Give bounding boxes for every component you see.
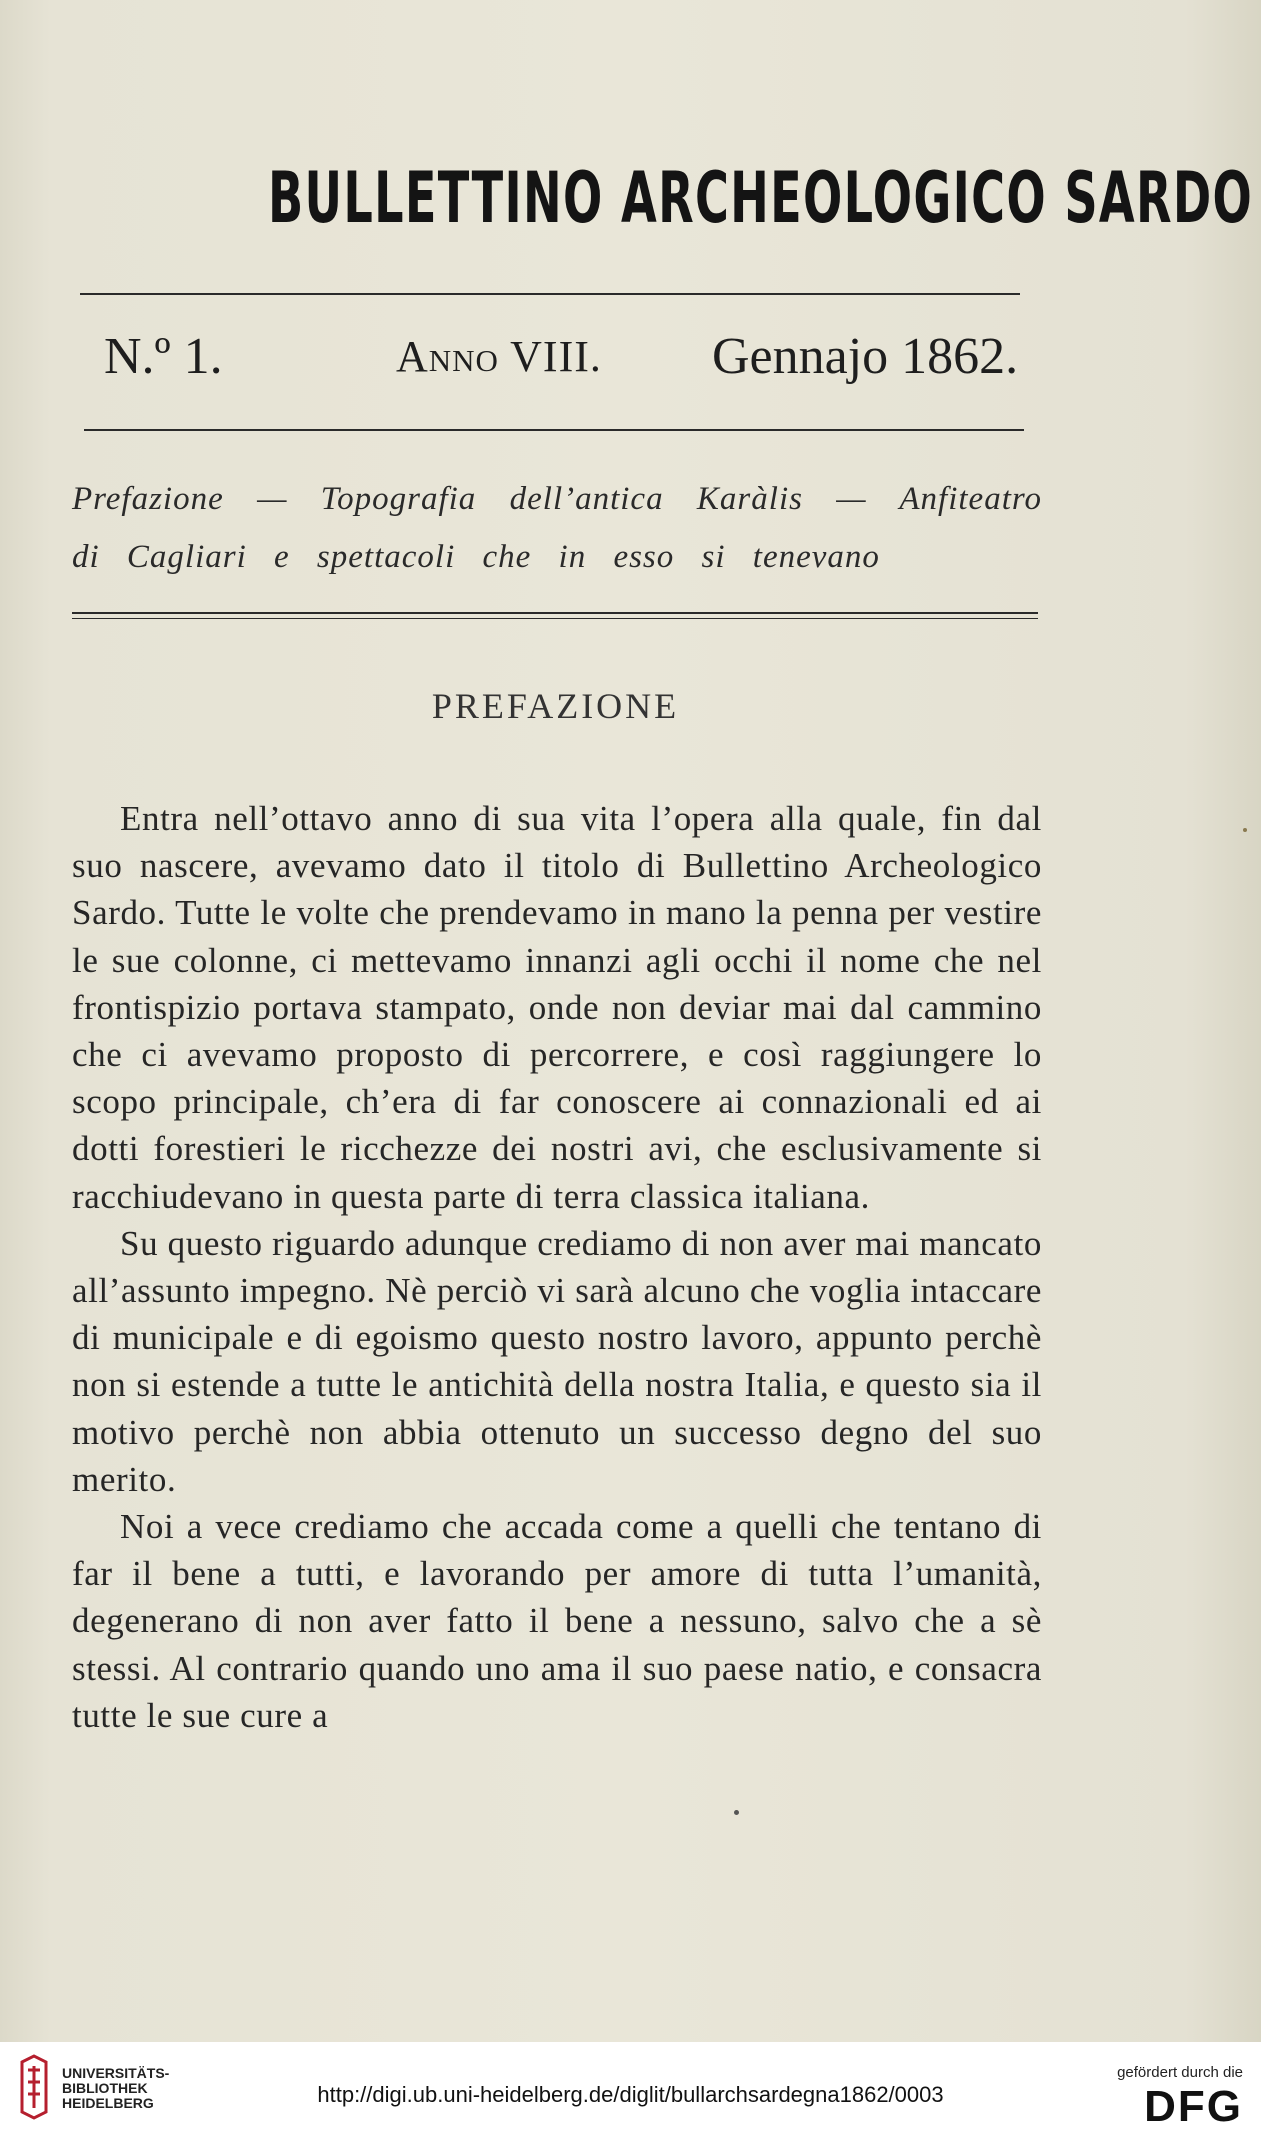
section-title: PREFAZIONE xyxy=(431,686,680,726)
masthead-rule xyxy=(80,293,1020,295)
issue-year: Anno VIII. xyxy=(396,332,602,381)
ink-speck xyxy=(1243,828,1247,832)
journal-masthead: BULLETTINO ARCHEOLOGICO SARDO xyxy=(268,157,1254,239)
source-url-link[interactable]: http://digi.ub.uni-heidelberg.de/diglit/bullarchsardegna1862/0003 xyxy=(317,2082,944,2107)
paragraph: Noi a vece crediamo che accada come a quelli che tentano di far il bene a tutti, e lavorando per amore di tutta l’umanità, degenerano di non aver fatto il bene a nessuno, salvo che a sè stessi. Al contrario quando uno ama il suo paese natio, e consacra tutte le sue cure a xyxy=(72,1507,1042,1735)
paragraph: Su questo riguardo adunque crediamo di non aver mai mancato all’assunto impegno. Nè perciò vi sarà alcuno che voglia intaccare di municipale e di egoismo questo nostro lavoro, appunto perchè non si estende a tutte le antichità della nostra Italia, e questo sia il motivo perchè non abbia ottenuto un successo degno del suo merito. xyxy=(72,1223,1042,1499)
paragraph: Entra nell’ottavo anno di sua vita l’opera alla quale, fin dal suo nascere, avevamo dato il titolo di Bullettino Archeologico Sardo. Tutte le volte che prendevamo in mano la penna per vestire le sue colonne, ci mettevamo innanzi agli occhi il nome che nel frontispizio portava stampato, onde non deviar mai dal cammino che ci avevamo proposto di percorrere, e così raggiungere lo scopo principale, ch’era di far conoscere ai connazionali ed ai dotti forestieri le ricchezze dei nostri avi, che esclusivamente si racchiudevano in questa parte di terra classica italiana. xyxy=(72,799,1042,1216)
contents-summary: Prefazione — Topografia dell’antica Karàlis — Anfiteatro di Cagliari e spettacoli che in esso si tenevano xyxy=(72,481,1042,575)
ink-speck xyxy=(734,1810,739,1815)
issue-rule xyxy=(84,429,1024,431)
summary-double-rule-bottom xyxy=(72,618,1038,619)
summary-double-rule-top xyxy=(72,612,1038,614)
library-name: UNIVERSITÄTS- BIBLIOTHEK HEIDELBERG xyxy=(62,2065,170,2111)
issue-number: N.º 1. xyxy=(104,328,223,385)
funding-caption: gefördert durch die xyxy=(1117,2064,1243,2081)
footer-bar xyxy=(0,2042,1261,2140)
dfg-logo: DFG xyxy=(1144,2082,1243,2131)
body-text xyxy=(72,795,1042,1739)
issue-date: Gennajo 1862. xyxy=(712,328,1019,385)
